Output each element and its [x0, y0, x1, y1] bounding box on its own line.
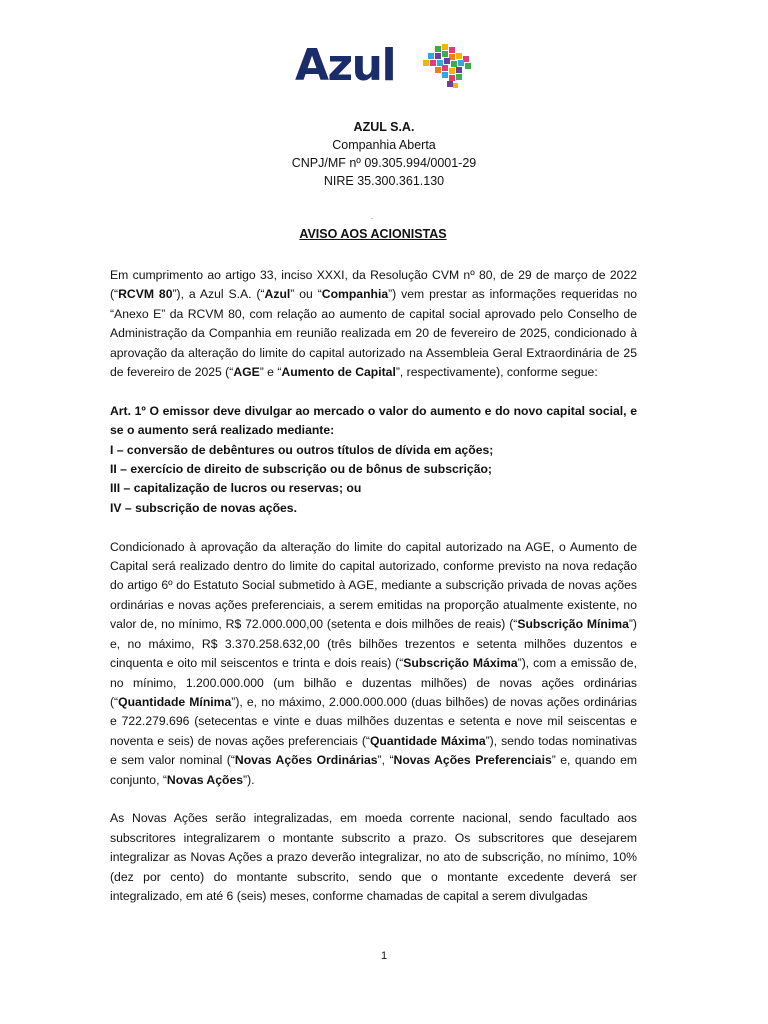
intro-paragraph: Em cumprimento ao artigo 33, inciso XXXI, da Resolução CVM nº 80, de 29 de março de 2022 (“RCVM 80”), a Azul S.A. (“Azul” ou “Companhia”) vem prestar as informações requeridas no “Anexo E” da RCVM 80, com relação ao aumento de capital social aprovado pelo Conselho de Administração da Companhia em reunião realizada em 20 de fevereiro de 2025, condicionado à aprovação da alteração do limite do capital autorizado na Assembleia Geral Extraordinária de 25 de fevereiro de 2025 (“AGE” e “Aumento de Capital”, respectivamente), conforme segue: — [110, 268, 637, 380]
article-item: I – conversão de debêntures ou outros títulos de dívida em ações; — [110, 442, 494, 457]
brazil-map-icon — [423, 44, 473, 90]
capital-increase-paragraph: Condicionado à aprovação da alteração do limite do capital autorizado na AGE, o Aumento de Capital será realizado dentro do limite do capital autorizado, conforme previsto na nova redação do artigo 6º do Estatuto Social submetido à AGE, mediante a subscrição privada de novas ações ordinárias e novas ações preferenciais, a serem emitidas na proporção atualmente existente, no valor de, no mínimo, R$ 72.000.000,00 (setenta e dois milhões de reais) (“Subscrição Mínima”) e, no máximo, R$ 3.370.258.632,00 (três bilhões trezentos e setenta milhões duzentos e cinquenta e oito mil seiscentos e trinta e dois reais) (“Subscrição Máxima”), com a emissão de, no mínimo, 1.200.000.000 (um bilhão e duzentas milhões) de novas ações ordinárias (“Quantidade Mínima”), e, no máximo, 2.000.000.000 (duas bilhões) de novas ações ordinárias e 722.279.696 (setecentas e vinte e duas milhões duzentas e setenta e nove mil seiscentas e noventa e seis) de novas ações preferenciais (“Quantidade Máxima”), sendo todas nominativas e sem valor nominal (“Novas Ações Ordinárias”, “Novas Ações Preferenciais” e, quando em conjunto, “Novas Ações”). — [110, 539, 637, 787]
company-header — [0, 118, 768, 190]
azul-logo — [295, 40, 475, 92]
logo-wordmark: Azul — [295, 40, 396, 91]
page-number: 1 — [380, 950, 388, 962]
article-heading: Art. 1º O emissor deve divulgar ao mercado o valor do aumento e do novo capital social, e se o aumento será realizado mediante: — [110, 403, 637, 438]
company-type: Companhia Aberta — [332, 138, 436, 152]
notice-title: AVISO AOS ACIONISTAS — [299, 227, 447, 241]
article-item: II – exercício de direito de subscrição ou de bônus de subscrição; — [110, 462, 492, 477]
document-body — [110, 266, 637, 906]
article-item: III – capitalização de lucros ou reservas; ou — [110, 481, 362, 496]
payment-paragraph: As Novas Ações serão integralizadas, em moeda corrente nacional, sendo facultado aos subscritores integralizarem o montante subscrito a prazo. Os subscritores que desejarem integralizar as Novas Ações a prazo deverão integralizar, no ato de subscrição, no mínimo, 10% (dez por cento) do montante subscrito, sendo que o montante excedente deverá ser integralizado, em até 6 (seis) meses, conforme chamadas de capital a serem divulgadas — [110, 811, 637, 903]
separator-dot: . — [371, 212, 374, 221]
nire-number: NIRE 35.300.361.130 — [323, 174, 445, 188]
company-name: AZUL S.A. — [353, 120, 415, 134]
cnpj-number: CNPJ/MF nº 09.305.994/0001-29 — [291, 156, 477, 170]
article-item: IV – subscrição de novas ações. — [110, 500, 297, 515]
